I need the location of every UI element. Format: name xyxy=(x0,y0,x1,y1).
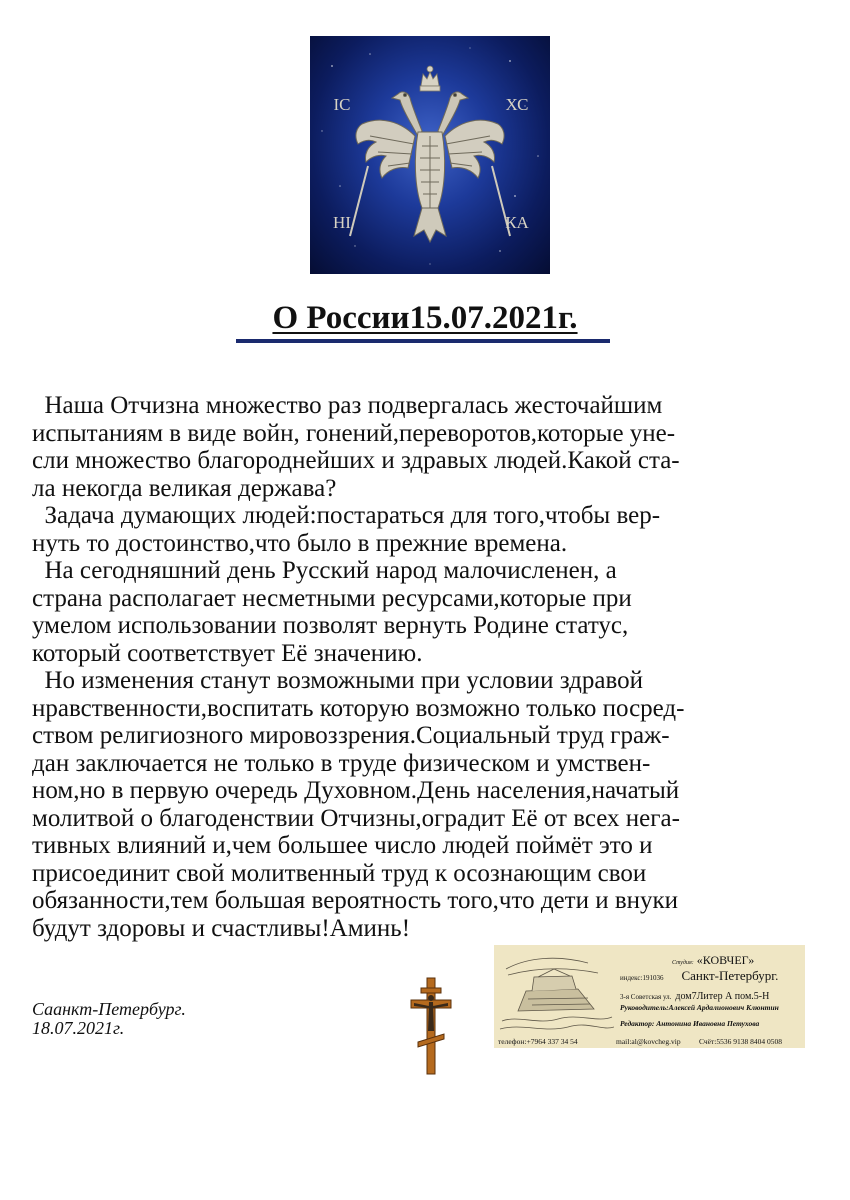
body-line: нравственности,воспитать которую возможно только посред- xyxy=(32,694,685,722)
contact-row xyxy=(494,1036,805,1048)
emblem-letter-ni: НІ xyxy=(333,213,351,232)
body-line: обязанности,тем большая вероятность того,что дети и внуки xyxy=(32,887,679,914)
body-line: нуть то достоинство,что было в прежние времена. xyxy=(32,529,568,557)
body-line: присоединит свой молитвенный труд к осознающим свои xyxy=(32,859,647,887)
editor-line: Редактор: Антонина Ивановна Петухова xyxy=(620,1019,760,1028)
address-city-row xyxy=(620,967,778,985)
body-line: умелом использовании позволят вернуть Родине статус, xyxy=(32,612,629,639)
ark-sketch-icon xyxy=(498,949,614,1035)
signature-place: Саанкт-Петербург. xyxy=(32,999,186,1019)
signature xyxy=(32,1000,186,1038)
body-line: сли множество благороднейших и здравых людей.Какой ста- xyxy=(32,447,680,474)
body-line: ством религиозного мировоззрения.Социальный труд граж- xyxy=(32,722,670,749)
body-line: Наша Отчизна множество раз подвергалась жесточайшим xyxy=(32,392,663,419)
body-line: тивных влияний и,чем большее число людей поймёт это и xyxy=(32,832,653,859)
body-line: будут здоровы и счастливы!Аминь! xyxy=(32,914,411,942)
emblem-letter-ic: ІС xyxy=(333,95,351,114)
body-line: Задача думающих людей:постараться для того,чтобы вер- xyxy=(32,502,661,529)
article-body xyxy=(32,392,792,942)
street-name: 3-я Советская ул. xyxy=(620,993,672,1001)
studio-line xyxy=(672,953,754,968)
body-line: На сегодняшний день Русский народ малочисленен, а xyxy=(32,557,617,584)
title-underline xyxy=(236,339,610,343)
studio-name: «КОВЧЕГ» xyxy=(696,953,755,967)
body-line: Но изменения станут возможными при условии здравой xyxy=(32,667,643,694)
body-line: ла некогда великая держава? xyxy=(32,474,337,502)
page-title: О России15.07.2021г. xyxy=(272,300,578,336)
account-number: Счёт:5536 9138 8404 0508 xyxy=(699,1037,782,1046)
body-line: страна располагает несметными ресурсами,которые при xyxy=(32,584,632,612)
phone-number: телефон:+7964 337 34 54 xyxy=(498,1037,578,1046)
postal-index: индекс:191036 xyxy=(620,974,664,982)
emblem-image xyxy=(310,36,550,274)
director-line: Руководитель:Алексей Ардалионович Клюнтин xyxy=(620,1003,779,1012)
emblem-letter-ka: КА xyxy=(505,213,529,232)
body-line: ном,но в первую очередь Духовном.День населения,начатый xyxy=(32,777,680,804)
body-line: молитвой о благоденствии Отчизны,оградит Её от всех нега- xyxy=(32,804,680,832)
studio-prefix: Студия: xyxy=(672,960,694,966)
body-line: дан заключается не только в труде физическом и умствен- xyxy=(32,749,651,777)
orthodox-cross-icon xyxy=(408,976,454,1076)
emblem-letter-xc: ХС xyxy=(505,95,529,114)
body-line: испытаниям в виде войн, гонений,переворотов,которые уне- xyxy=(32,419,676,447)
double-headed-eagle-icon xyxy=(310,36,550,274)
signature-date: 18.07.2021г. xyxy=(32,1018,125,1038)
city-name: Санкт-Петербург. xyxy=(681,968,779,983)
building-number: дом7Литер А пом.5-Н xyxy=(675,991,770,1002)
address-street-row xyxy=(620,986,769,1004)
studio-card xyxy=(494,945,805,1048)
body-line: который соответствует Её значению. xyxy=(32,639,423,667)
email-address: mail:al@kovcheg.vip xyxy=(616,1037,681,1046)
